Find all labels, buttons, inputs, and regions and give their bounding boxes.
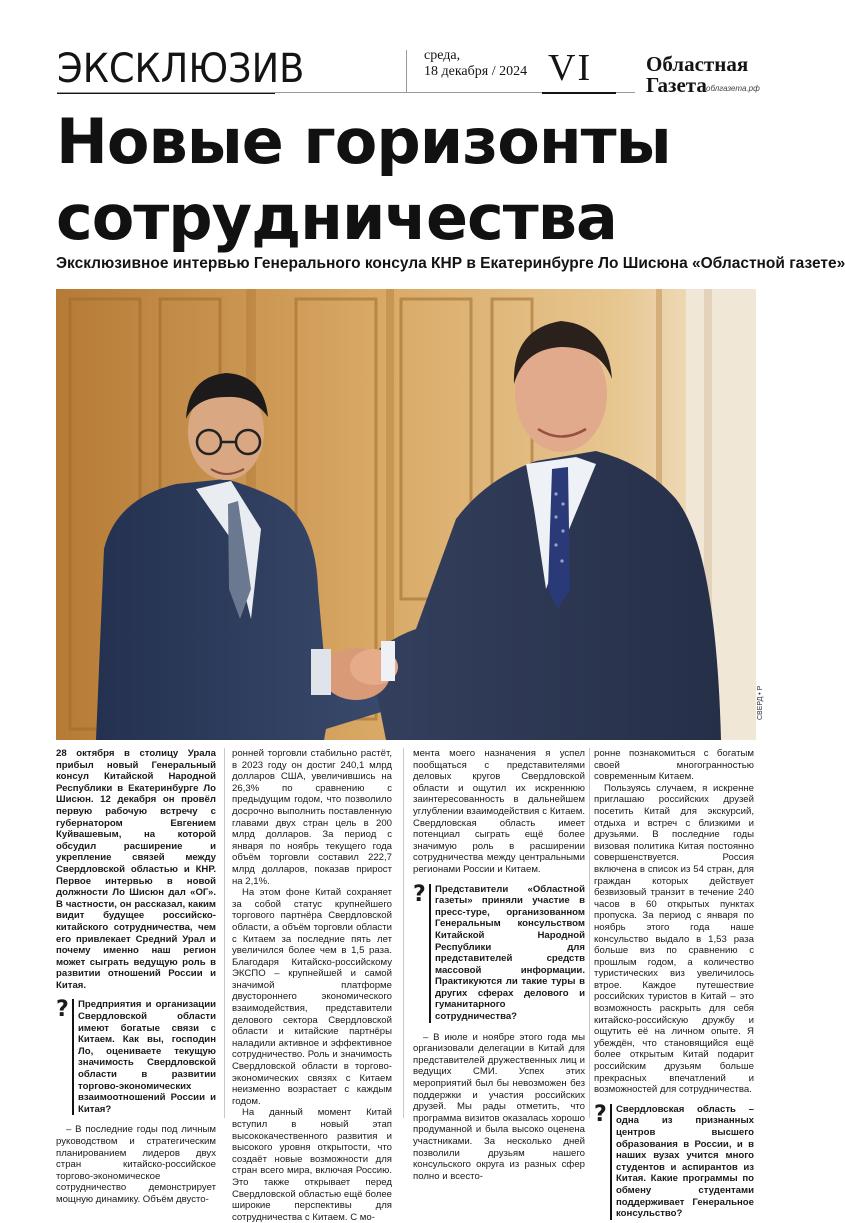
question-bar [429, 884, 431, 1023]
header-separator [406, 50, 407, 92]
article-column-3 [413, 748, 585, 1182]
article-paragraph: ронней торговли стабильно растёт, в 2023 году он достиг 240,1 млрд долларов США, увеличившись на 26,3% по сравнению с предыдущим годом, что позволило досрочно выполнить поставленную главами двух стран цель в 200 млрд долларов. За период с января по ноябрь текущего года объём торговли составил 222,7 млрд долларов, показав прирост на 2,1%. [232, 748, 392, 887]
answer-paragraph: – В июле и ноябре этого года мы организовали делегации в Китай для представителей дружественных лиц и ведущих СМИ. Успех этих мероприятий был бы невозможен без поддержки и участия российских друзей. Мы рады отметить, что программа визитов оказалась хорошо продуманной и была высоко оценена участниками. За несколько дней позволили друзьям нашего консульского округа из разных сфер полно и всесто- [413, 1031, 585, 1182]
answer-paragraph: – В последние годы под личным руководством и стратегическим планированием лидеров двух стран китайско-российское торгово-экономическое сотрудничество демонстрирует мощную динамику. Объём двусто- [56, 1124, 216, 1205]
issue-date: 18 декабря / 2024 [424, 64, 528, 79]
handshake-photo [56, 289, 756, 740]
article-paragraph: мента моего назначения я успел пообщаться с представителями деловых кругов Свердловской области и ощутил их искреннюю заинтересованность в дальнейшем углублении взаимодействия с Китаем. Свердловская область имеет потенциал сыграть ещё более значимую роль в расширении сотрудничества между центральными регионами России и Китаем. [413, 748, 585, 875]
article-lead: 28 октября в столицу Урала прибыл новый Генеральный консул Китайской Народной Республики в Екатеринбурге Ло Шисюн. 12 декабря он провёл первую рабочую встречу с губернатором Евгением Куйвашевым, на которой обсудил расширение и укрепление связей между Свердловской областью и КНР. Первое интервью в новой должности Ло Шисюн дал «ОГ». В частности, он рассказал, каким видит будущее российско-китайского сотрудничества, чем его привлекает Средний Урал и почему именно наш регион может сыграть ведущую роль в развитии отношений России и Китая. [56, 748, 216, 991]
page-number: VI [548, 47, 593, 89]
column-rule [224, 748, 225, 1118]
question-bar [610, 1104, 612, 1220]
photo-credit: СВЕРД • Р [757, 685, 764, 720]
column-rule [589, 748, 590, 1118]
interview-question [594, 1101, 754, 1220]
newspaper-logo-line1: Областная [646, 52, 749, 76]
interview-question [413, 881, 585, 1023]
question-mark-icon: ? [594, 1101, 607, 1127]
subheadline: Эксклюзивное интервью Генерального консула КНР в Екатеринбурге Ло Шисюна «Областной газете» [56, 255, 845, 272]
interview-question [56, 999, 216, 1115]
article-column-4 [594, 748, 754, 1220]
article-column-1 [56, 748, 216, 1205]
headline [56, 104, 756, 256]
section-rubric: ЭКСКЛЮЗИВ [57, 46, 305, 92]
newspaper-url: облгазета.рф [706, 84, 760, 93]
headline-line-2: сотрудничества [56, 181, 617, 254]
article-paragraph: Пользуясь случаем, я искренне приглашаю российских друзей посетить Китай для экскурсий, отдыха и встреч с близкими и друзьями. В последние годы визовая политика Китая постоянно совершенствуется. Россия включена в список из 54 стран, для граждан которых действует безвизовый транзит в течение 240 часов в 60 открытых пунктах пропуска. За период с января по ноябрь этого года наше консульство выдало в 1,53 раза больше виз по сравнению с прошлым годом, а количество туристических виз увеличилось втрое. Каждое путешествие российских туристов в Китай – это возможность раскрыть для себя китайско-российскую дружбу и ощутить её на личном опыте. Я убеждён, что становящийся ещё более открытым Китай подарит российским друзьям больше прекрасных впечатлений и возможностей для сотрудничества. [594, 782, 754, 1096]
question-mark-icon: ? [413, 881, 426, 907]
question-text: Свердловская область – одна из признанных центров высшего образования в России, и в наших вузах учится много студентов и аспирантов из Китая. Какие программы по обмену студентами поддерживает Генеральное консульство? [616, 1103, 754, 1220]
article-paragraph: ронне познакомиться с богатым своей многогранностью современным Китаем. [594, 748, 754, 783]
question-mark-icon: ? [56, 997, 69, 1023]
article-paragraph: На данный момент Китай вступил в новый этап высококачественного развития и высокого уровня открытости, что создаёт новые возможности для стран всего мира, включая Россию. Это также открывает перед Свердловской областью ещё более широкие перспективы для сотрудничества с Китаем. С мо- [232, 1107, 392, 1223]
article-column-2 [232, 748, 392, 1223]
article-paragraph: На этом фоне Китай сохраняет за собой статус крупнейшего торгового партнёра Свердловской области, а объём торговли области с Китаем за последние пять лет увеличился более чем в 1,5 раза. Благодаря Китайско-российскому ЭКСПО – крупнейшей и самой значимой платформе двустороннего экономического взаимодействия, представители делового сектора Свердловской области и китайские партнёры наладили активное и эффективное сотрудничество. Роль и значимость Свердловской области в торгово-экономических связях с Китаем неизменно возрастает с каждым годом. [232, 887, 392, 1107]
page-number-underline [542, 92, 616, 94]
question-bar [72, 999, 74, 1115]
question-text: Предприятия и организации Свердловской области имеют богатые связи с Китаем. Как вы, господин Ло, оцениваете текущую значимость Свердловской области в развитии торгово-экономических взаимоотношений России и Китая? [78, 999, 216, 1115]
column-rule [403, 748, 404, 1118]
issue-day: среда, [424, 48, 461, 63]
newspaper-logo-line2: Газета [646, 73, 707, 97]
headline-line-1: Новые горизонты [56, 105, 671, 178]
question-text: Представители «Областной газеты» приняли участие в пресс-туре, организованном Генеральным консульством Китайской Народной Республики для представителей средств массовой информации. Практикуются ли такие туры в других сферах делового и гуманитарного сотрудничества? [435, 883, 585, 1023]
